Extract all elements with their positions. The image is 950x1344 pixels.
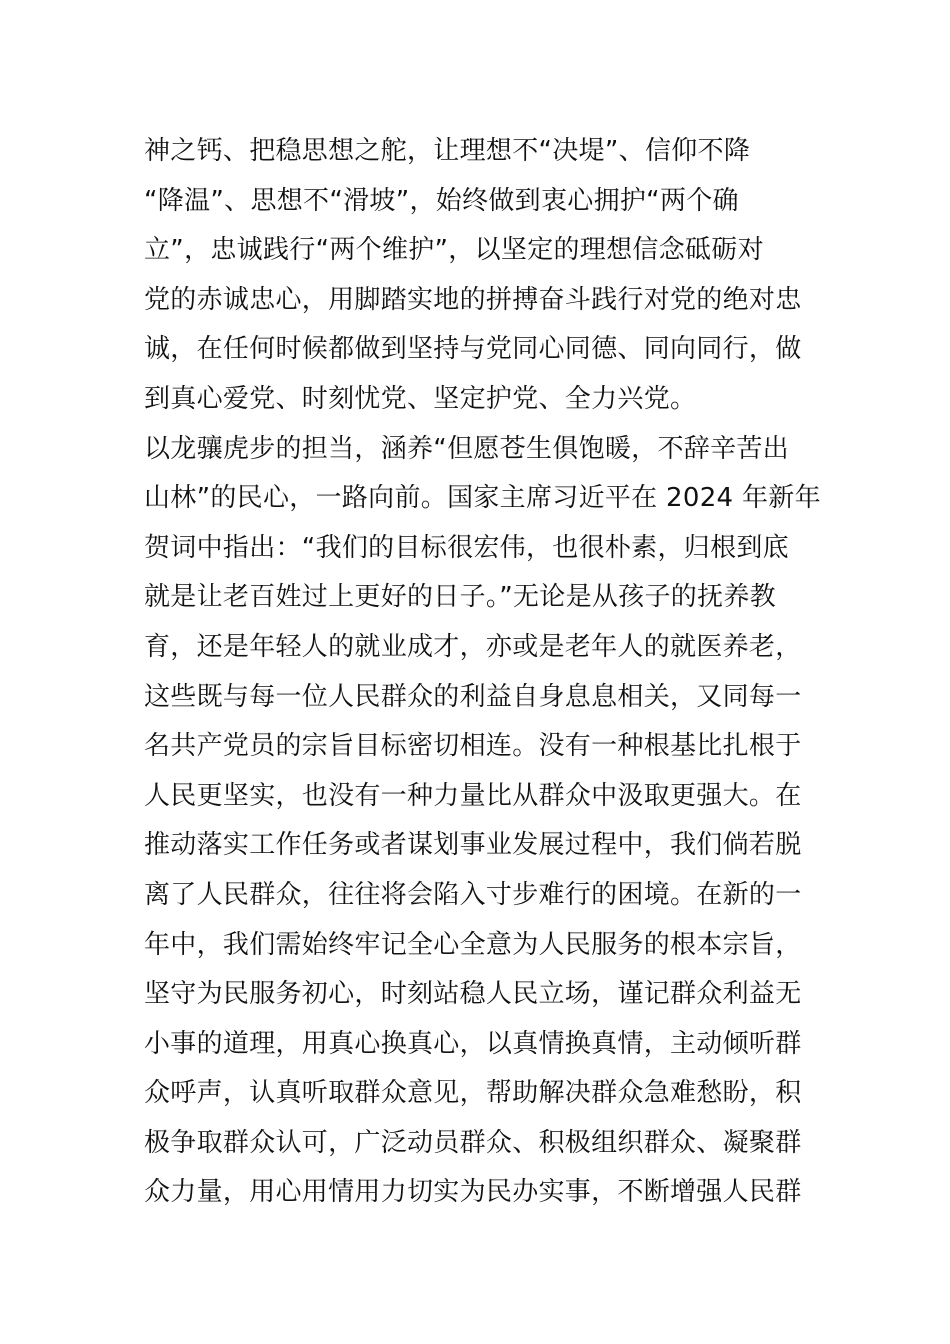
text-line: 离了人民群众，往往将会陷入寸步难行的困境。在新的一 (144, 879, 802, 910)
text-line: 神之钙、把稳思想之舵，让理想不“决堤”、信仰不降 (144, 136, 751, 166)
text-line: 山林”的民心，一路向前。国家主席习近平在 2024 年新年 (144, 483, 821, 514)
text-line: 年中，我们需始终牢记全心全意为人民服务的根本宗旨， (144, 929, 802, 960)
text-line: 诚，在任何时候都做到坚持与党同心同德、同向同行，做 (144, 334, 802, 365)
text-line: 到真心爱党、时刻忧党、坚定护党、全力兴党。 (144, 383, 697, 414)
text-line: 名共产党员的宗旨目标密切相连。没有一种根基比扎根于 (144, 731, 802, 762)
text-line: 极争取群众认可，广泛动员群众、积极组织群众、凝聚群 (144, 1127, 802, 1158)
text-line: 贺词中指出：“我们的目标很宏伟，也很朴素，归根到底 (144, 532, 789, 563)
text-line: 人民更坚实，也没有一种力量比从群众中汲取更强大。在 (144, 780, 802, 811)
text-line: 众呼声，认真听取群众意见，帮助解决群众急难愁盼，积 (144, 1078, 802, 1109)
text-line: 坚守为民服务初心，时刻站稳人民立场，谨记群众利益无 (144, 979, 802, 1010)
text-line: 育，还是年轻人的就业成才，亦或是老年人的就医养老， (144, 631, 802, 662)
text-line: 众力量，用心用情用力切实为民办实事，不断增强人民群 (144, 1177, 802, 1208)
body-text (144, 127, 821, 1218)
text-line: 就是让老百姓过上更好的日子。”无论是从孩子的抚养教 (144, 582, 776, 613)
text-line: 立”，忠诚践行“两个维护”，以坚定的理想信念砥砺对 (144, 235, 764, 266)
text-line: 这些既与每一位人民群众的利益自身息息相关，又同每一 (144, 681, 802, 712)
text-line: 小事的道理，用真心换真心，以真情换真情，主动倾听群 (144, 1028, 802, 1059)
text-line: “降温”、思想不“滑坡”，始终做到衷心拥护“两个确 (144, 185, 739, 216)
text-line: 党的赤诚忠心，用脚踏实地的拼搏奋斗践行对党的绝对忠 (144, 284, 802, 315)
text-line: 以龙骧虎步的担当，涵养“但愿苍生俱饱暖，不辞辛苦出 (144, 433, 789, 464)
text-line: 推动落实工作任务或者谋划事业发展过程中，我们倘若脱 (144, 830, 802, 861)
